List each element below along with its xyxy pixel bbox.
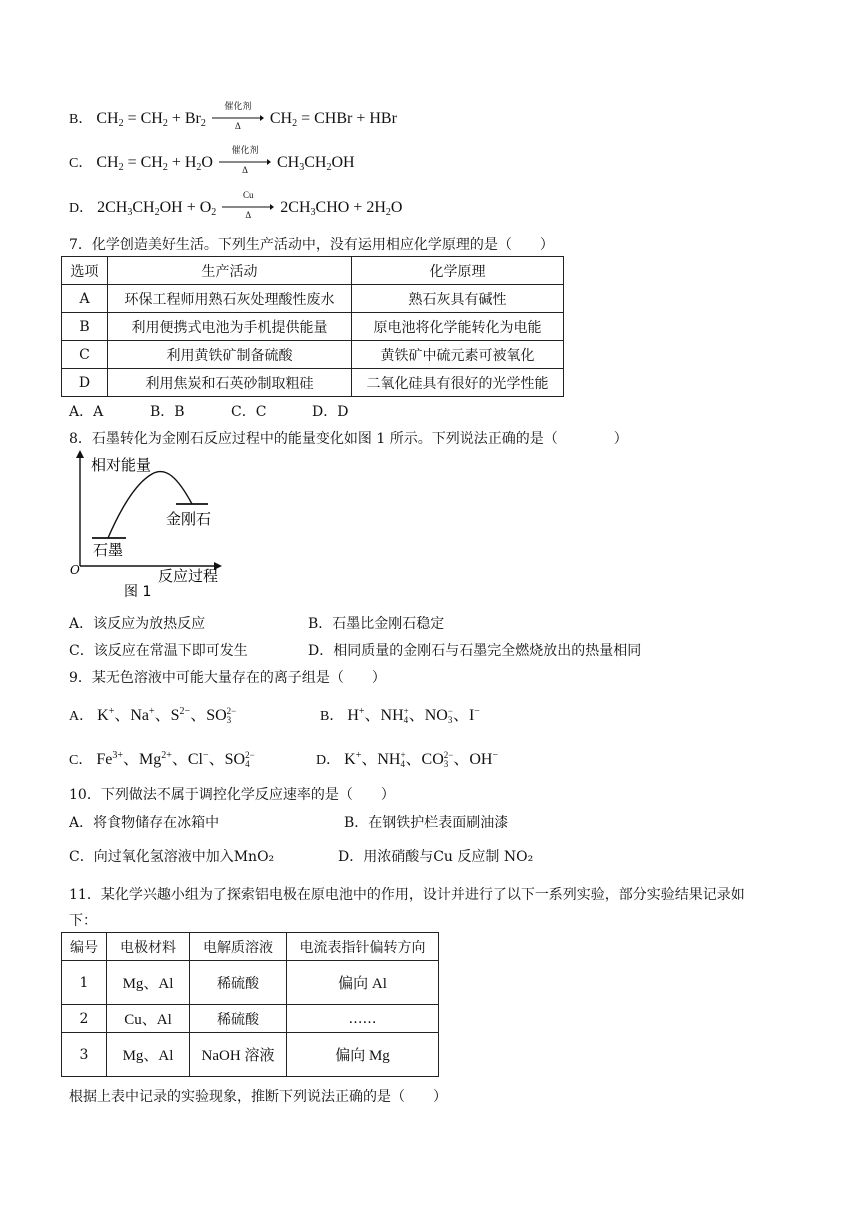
q6-b-right: $CH_2$ = CHBr + HBr bbox=[269, 110, 397, 129]
q6-option-b bbox=[69, 101, 397, 132]
q11-header-cell: 电解质溶液 bbox=[190, 933, 287, 961]
y-axis-arrow bbox=[76, 450, 84, 458]
q6-d-right: $2CH_3CHO + 2H_2O$ bbox=[280, 199, 403, 218]
q7-option-a: A．A bbox=[69, 404, 104, 420]
q10-option-a: A．将食物储存在冰箱中 bbox=[69, 815, 220, 831]
q10-stem: 10．下列做法不属于调控化学反应速率的是（ ） bbox=[69, 787, 395, 803]
q6-c-cond-top: 催化剂 bbox=[231, 145, 259, 156]
q7-header-cell: 生产活动 bbox=[108, 257, 352, 285]
q7-cell: 利用黄铁矿制备硫酸 bbox=[108, 341, 352, 369]
table-row bbox=[62, 369, 564, 397]
q11-stem-line1: 11．某化学兴趣小组为了探索铝电极在原电池中的作用，设计并进行了以下一系列实验，部分实验结果记录如 bbox=[69, 887, 745, 903]
q9-c-label: C． bbox=[69, 753, 93, 768]
table-row bbox=[62, 313, 564, 341]
q10-option-c: C．向过氧化氢溶液中加入MnO₂ bbox=[69, 849, 275, 865]
q11-cell: 2 bbox=[62, 1005, 107, 1033]
q7-cell: 利用便携式电池为手机提供能量 bbox=[108, 313, 352, 341]
q11-cell: 偏向 Al bbox=[287, 961, 439, 1005]
q7-cell: B bbox=[62, 313, 108, 341]
q11-cell: Mg、Al bbox=[107, 961, 190, 1005]
q11-header-cell: 电流表指针偏转方向 bbox=[287, 933, 439, 961]
q9-a-label: A． bbox=[69, 709, 94, 724]
q6-b-label: B． bbox=[69, 112, 93, 127]
q9-option-a bbox=[69, 702, 236, 725]
q6-c-right: $CH_3CH_2OH$ bbox=[276, 154, 355, 173]
q7-cell: 原电池将化学能转化为电能 bbox=[352, 313, 564, 341]
q9-option-c bbox=[69, 746, 255, 769]
table-row bbox=[62, 961, 439, 1005]
q6-d-label: D． bbox=[69, 201, 94, 216]
q7-cell: A bbox=[62, 285, 108, 313]
q6-b-left: $CH_2 = CH_2 + Br_2$ bbox=[96, 110, 206, 129]
figure-caption: 图 1 bbox=[124, 584, 152, 600]
q7-cell: 黄铁矿中硫元素可被氧化 bbox=[352, 341, 564, 369]
q11-after-text: 根据上表中记录的实验现象，推断下列说法正确的是（ ） bbox=[69, 1089, 447, 1105]
q9-b-label: B． bbox=[320, 709, 344, 724]
q7-cell: D bbox=[62, 369, 108, 397]
q7-cell: 二氧化硅具有很好的光学性能 bbox=[352, 369, 564, 397]
q7-header-cell: 化学原理 bbox=[352, 257, 564, 285]
q9-d-ions: K+、NH + 4 、CO 2− 3 、OH− bbox=[344, 750, 499, 770]
q6-c-left: $CH_2 = CH_2 + H_2O$ bbox=[96, 154, 213, 173]
q6-option-d bbox=[69, 190, 403, 221]
q11-header-row bbox=[62, 933, 439, 961]
q11-cell: 稀硫酸 bbox=[190, 1005, 287, 1033]
q8-stem: 8．石墨转化为金刚石反应过程中的能量变化如图 1 所示。下列说法正确的是（ ） bbox=[69, 431, 628, 447]
q9-stem: 9．某无色溶液中可能大量存在的离子组是（ ） bbox=[69, 670, 386, 686]
q11-cell: Mg、Al bbox=[107, 1033, 190, 1077]
q11-header-cell: 电极材料 bbox=[107, 933, 190, 961]
q11-cell: 1 bbox=[62, 961, 107, 1005]
q7-option-d: D．D bbox=[312, 404, 349, 420]
q9-c-ions: $Fe^{3+}$、$Mg^{2+}$、Cl−、SO 2− 4 bbox=[96, 750, 255, 770]
q9-option-b bbox=[320, 702, 480, 725]
q7-cell: C bbox=[62, 341, 108, 369]
q10-option-b: B．在钢铁护栏表面刷油漆 bbox=[344, 815, 509, 831]
q11-table bbox=[61, 932, 439, 1077]
q8-option-d: D．相同质量的金刚石与石墨完全燃烧放出的热量相同 bbox=[308, 643, 642, 659]
q7-option-c: C．C bbox=[231, 404, 267, 420]
q7-header-row bbox=[62, 257, 564, 285]
q11-cell: Cu、Al bbox=[107, 1005, 190, 1033]
q10-option-d: D．用浓硝酸与Cu 反应制 NO₂ bbox=[338, 849, 534, 865]
q11-header-cell: 编号 bbox=[62, 933, 107, 961]
q6-c-arrow bbox=[219, 145, 271, 176]
q9-b-ions: H+、NH + 4 、NO − 3 、I− bbox=[347, 706, 480, 726]
q7-cell: 环保工程师用熟石灰处理酸性废水 bbox=[108, 285, 352, 313]
q7-option-b: B．B bbox=[150, 404, 185, 420]
x-axis-label: 反应过程 bbox=[158, 567, 219, 585]
q9-d-label: D． bbox=[316, 753, 341, 768]
diamond-label: 金刚石 bbox=[166, 510, 212, 528]
q6-option-c bbox=[69, 145, 355, 176]
q6-d-arrow bbox=[222, 190, 274, 221]
table-row bbox=[62, 285, 564, 313]
q11-stem-line2: 下： bbox=[69, 913, 97, 929]
graphite-label: 石墨 bbox=[93, 541, 124, 559]
q7-cell: 熟石灰具有碱性 bbox=[352, 285, 564, 313]
q6-d-cond-top: Cu bbox=[243, 190, 254, 201]
q11-cell: 稀硫酸 bbox=[190, 961, 287, 1005]
q6-d-left: $2CH_3CH_2OH + O_2$ bbox=[97, 199, 217, 218]
q7-table bbox=[61, 256, 564, 397]
q8-option-c: C．该反应在常温下即可发生 bbox=[69, 643, 248, 659]
q9-option-d bbox=[316, 746, 498, 769]
table-row bbox=[62, 1005, 439, 1033]
q8-option-b: B．石墨比金刚石稳定 bbox=[308, 616, 445, 632]
q6-c-label: C． bbox=[69, 156, 93, 171]
q9-a-ions: K+、Na+、$S^{2-}$、SO 2− 3 bbox=[97, 706, 237, 726]
q11-cell: NaOH 溶液 bbox=[190, 1033, 287, 1077]
q11-cell: 偏向 Mg bbox=[287, 1033, 439, 1077]
q6-b-cond-bottom: Δ bbox=[234, 121, 241, 132]
q6-b-arrow bbox=[212, 101, 264, 132]
q6-b-cond-top: 催化剂 bbox=[224, 101, 252, 112]
q6-d-cond-bottom: Δ bbox=[245, 210, 252, 221]
q8-option-a: A．该反应为放热反应 bbox=[69, 616, 206, 632]
q7-cell: 利用焦炭和石英砂制取粗硅 bbox=[108, 369, 352, 397]
y-axis-label: 相对能量 bbox=[91, 456, 152, 474]
energy-diagram bbox=[66, 448, 246, 600]
q7-header-cell: 选项 bbox=[62, 257, 108, 285]
table-row bbox=[62, 341, 564, 369]
q11-cell: 3 bbox=[62, 1033, 107, 1077]
origin-label: O bbox=[70, 563, 80, 577]
q7-stem: 7．化学创造美好生活。下列生产活动中，没有运用相应化学原理的是（ ） bbox=[69, 237, 554, 253]
table-row bbox=[62, 1033, 439, 1077]
q11-cell: …… bbox=[287, 1005, 439, 1033]
q6-c-cond-bottom: Δ bbox=[242, 165, 248, 176]
